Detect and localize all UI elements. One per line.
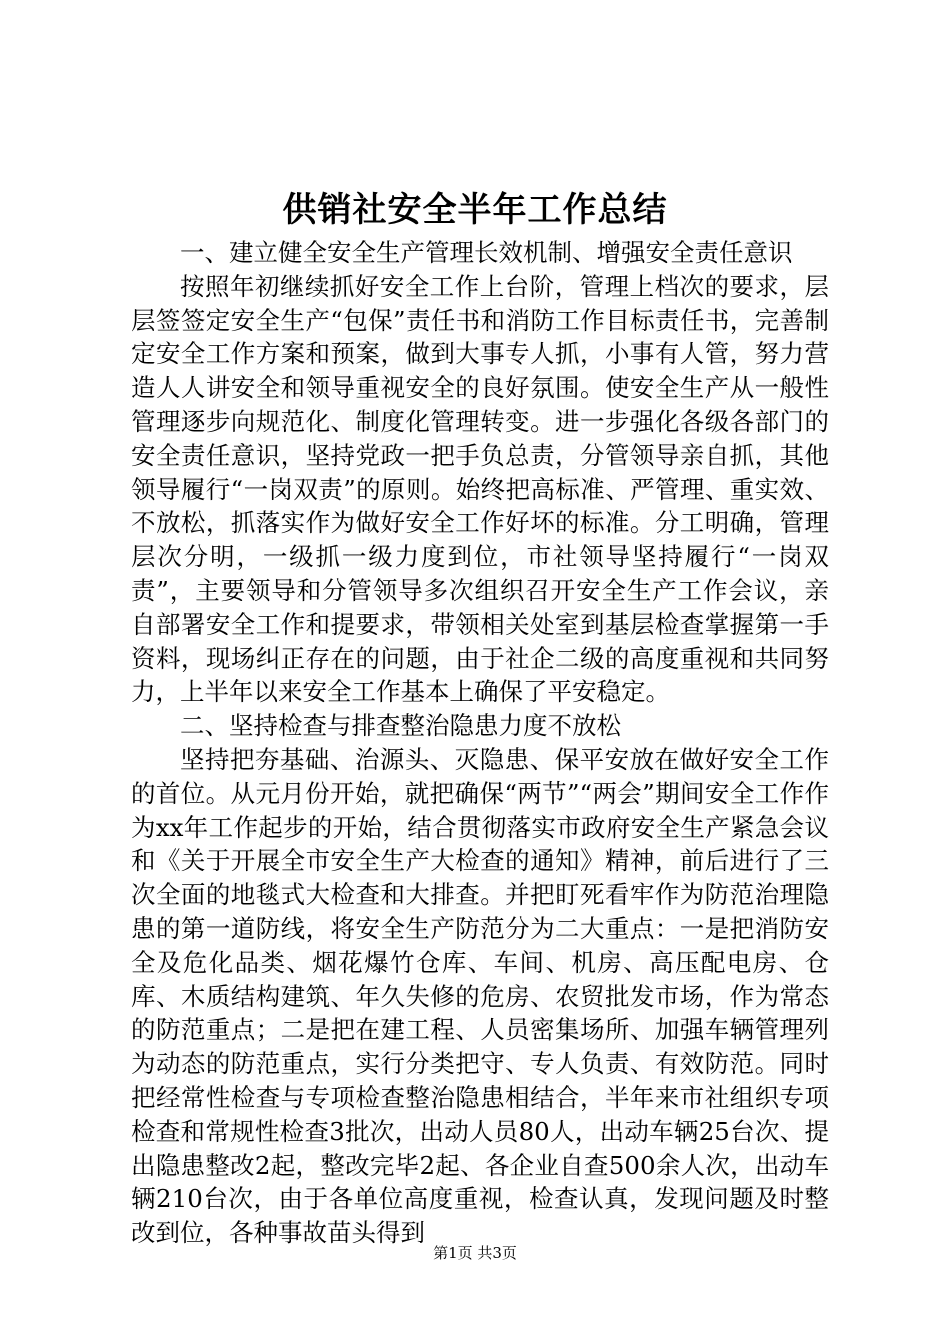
document-body <box>131 236 829 1250</box>
section-heading-1: 一、建立健全安全生产管理长效机制、增强安全责任意识 <box>180 238 793 267</box>
page-footer: 第1页 共3页 <box>433 1244 517 1262</box>
section-heading-2: 二、坚持检查与排查整治隐患力度不放松 <box>180 711 621 741</box>
document-title: 供销社安全半年工作总结 <box>282 190 668 230</box>
body-paragraph-1: 按照年初继续抓好安全工作上台阶，管理上档次的要求，层层签签定安全生产“包保”责任书和消防工作目标责任书，完善制定安全工作方案和预案，做到大事专人抓，小事有人管，努力营造人人讲安全和领导重视安全的良好氛围。使安全生产从一般性管理逐步向规范化、制度化管理转变。进一步强化各级各部门的安全责任意识，坚持党政一把手负总责，分管领导亲自抓，其他领导履行“一岗双责”的原则。始终把高标准、严管理、重实效、不放松，抓落实作为做好安全工作好坏的标准。分工明确，管理层次分明，一级抓一级力度到位，市社领导坚持履行“一岗双责”，主要领导和分管领导多次组织召开安全生产工作会议，亲自部署安全工作和提要求，带领相关处室到基层检查掌握第一手资料，现场纠正存在的问题，由于社企二级的高度重视和共同努力，上半年以来安全工作基本上确保了平安稳定。 <box>131 271 829 707</box>
body-paragraph-2: 坚持把夯基础、治源头、灭隐患、保平安放在做好安全工作的首位。从元月份开始，就把确保“两节”“两会”期间安全工作作为xx年工作起步的开始，结合贯彻落实市政府安全生产紧急会议和《关于开展全市安全生产大检查的通知》精神，前后进行了三次全面的地毯式大检查和大排查。并把盯死看牢作为防范治理隐患的第一道防线，将安全生产防范分为二大重点：一是把消防安全及危化品类、烟花爆竹仓库、车间、机房、高压配电房、仓库、木质结构建筑、年久失修的危房、农贸批发市场，作为常态的防范重点；二是把在建工程、人员密集场所、加强车辆管理列为动态的防范重点，实行分类把守、专人负责、有效防范。同时把经常性检查与专项检查整治隐患相结合，半年来市社组织专项检查和常规性检查3批次，出动人员80人，出动车辆25台次、提出隐患整改2起，整改完毕2起、各企业自查500余人次，出动车辆210台次，由于各单位高度重视，检查认真，发现问题及时整改到位，各种事故苗头得到 <box>131 744 829 1248</box>
